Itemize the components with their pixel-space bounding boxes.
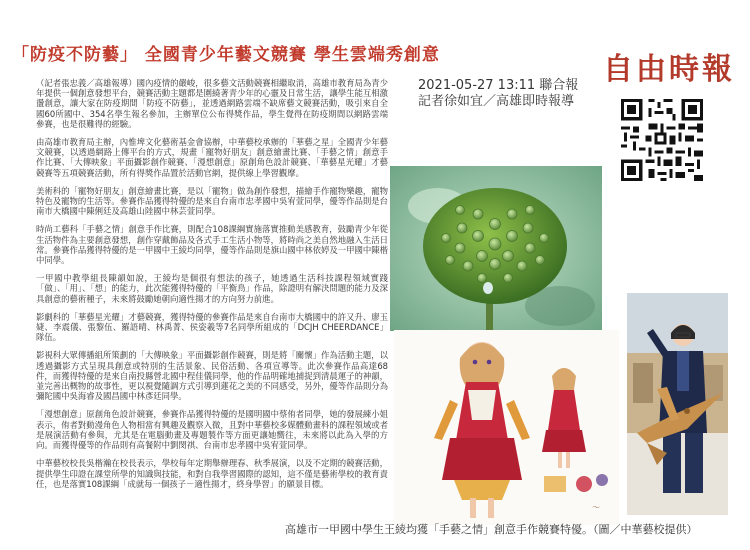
photo-caption: 高雄市一甲國中學生王綾均獲「手藝之情」創意手作競賽特優。（圖／中華藝校提供）	[285, 523, 698, 536]
paragraph: 影劇科的「華藝星光耀」才藝競賽，獲得特優的參賽作品是來自台南市大橋國中的許又升、廖玉婕、李震儀、張黎伍、羅語晴、林禹菁、侯姿羲等7名同學所組成的「DCJH CHEERDANCE」隊伍。	[36, 311, 388, 343]
article-meta	[418, 78, 578, 110]
anime-character-design	[394, 330, 619, 525]
paragraph: 影視科大眾傳播組所策劃的「大傳映象」平面攝影創作競賽，則是將「關懷」作為活動主題，以透過攝影方式呈現具創意或特別的生活景象、民俗活動、各項宣導等。此次參賽作品高達68件，而獲得特優的是來自南投縣營北國中程佳儀同學，他的作品明確地捕捉到清晨運子的神韻，並完善出概物的故事性，更以視覺隨調方式引導到蓮花之美的不同感受，另外，優等作品則分為彌陀國中吳海睿及國昌國中林彥廷同學。	[36, 350, 388, 402]
paragraph: 美術科的「寵物好朋友」創意繪畫比賽，是以「寵物」做為創作發想，描繪手作寵物樂趣，寵物特色及寵物的生活等。參賽作品獲得特優的是來自台南市忠孝國中吳宥萱同學，優等作品則是台南市大橋國中陳俐廷及高雄山陸國中林芸萱同學。	[36, 185, 388, 217]
byline: 記者徐如宜／高雄即時報導	[418, 94, 575, 109]
headline: 「防疫不防藝」 全國青少年藝文競賽 學生雲端秀創意	[12, 45, 440, 65]
paragraph: 一甲國中教學組長陳韻如說，王綾均是個很有想法的孩子，她透過生活科技課程領域實踐「做」、「用」、「想」的能力，此次能獲得特優的「平衡鳥」作品，除證明有解決問題的能力及深具創意的藝術種子，未來將鼓勵她朝向適性揚才的方向努力前進。	[36, 273, 388, 304]
paragraph: 時尚工藝科「手藝之情」創意手作比賽，則配合108課綱實施落實推動美感教育，鼓勵青少年從生活物件為主要創意發想，創作穿戴飾品及各式手工生活小物等，將時尚之美自然地融入生活日常。參賽作品獲得特優的是一甲國中王綾均同學，優等作品則是旗山國中林依婷及一甲國中陳楷中同學。	[36, 224, 388, 266]
paragraph: （記者張忠義／高雄報導）國內疫情的嚴峻，很多藝文活動競賽相繼取消，高雄市教育局為青少年提供一個創意發想平台，競賽活動主題都是圍繞著青少年的心靈及日常生活，讓學生能互相激盪創意，讓大家在防疫期間「防疫不防藝」，並透過網路雲端不缺席藝文競賽活動，吸引來自全國60所國中、354名學生報名參加，主辦單位公布得獎作品，學生覺得在防疫期間以網路雲端參賽，也是很難得的經驗。	[36, 78, 388, 129]
svg-text:〜: 〜	[592, 503, 600, 512]
datetime-source: 2021-05-27 13:11 聯合報	[418, 78, 579, 93]
paragraph: 中華藝校校長吳楷瀚在校長表示，學校每年定期舉辦理春、秋季展演，以及不定期的競賽活動，提供學生印證在課堂所學的知識與技能，和對自我學習國際的認知，這不僅是藝術學校的教育責任，也是落實108課綱「成就每一個孩子－適性揚才，終身學習」的願景目標。	[36, 458, 388, 489]
masthead-logo: 自由時報	[603, 52, 735, 87]
article-body	[36, 78, 388, 497]
paragraph: 「漫想創意」原創角色設計競賽，參賽作品獲得特優的是國明國中蔡侑者同學，她的發展練小姐表示，侑者對動漫角色人物相當有興趣及觀察入微，且對中華藝校多媒體動畫科的課程領域或者是展演活動有參與，尤其是在電腦動畫及專題製作等方面更讓她嚮往，未來將以此為入學的方向。而獲得優等的作品則有高餐附中劉閔祺、台南市忠孝國中吳宥萱同學。	[36, 409, 388, 451]
student-with-wooden-bird	[627, 293, 728, 515]
paragraph: 由高雄市教育局主辦，內惟埤文化藝術基金會協辦，中華藝校承辦的「華藝之星」全國青少年藝文競賽，以透過網路上傳平台的方式，規畫「寵物好朋友」創意繪畫比賽、「手藝之情」創意手作比賽、「大傳映象」平面攝影創作競賽、「漫想創意」原創角色設計競賽、「華藝星光耀」才藝競賽等五項競賽活動，所有得獎作品置於活動官網，提供線上學習觀摩。	[36, 137, 388, 178]
qr-code-icon[interactable]	[618, 96, 706, 184]
lotus-leaf-photo	[390, 166, 602, 331]
